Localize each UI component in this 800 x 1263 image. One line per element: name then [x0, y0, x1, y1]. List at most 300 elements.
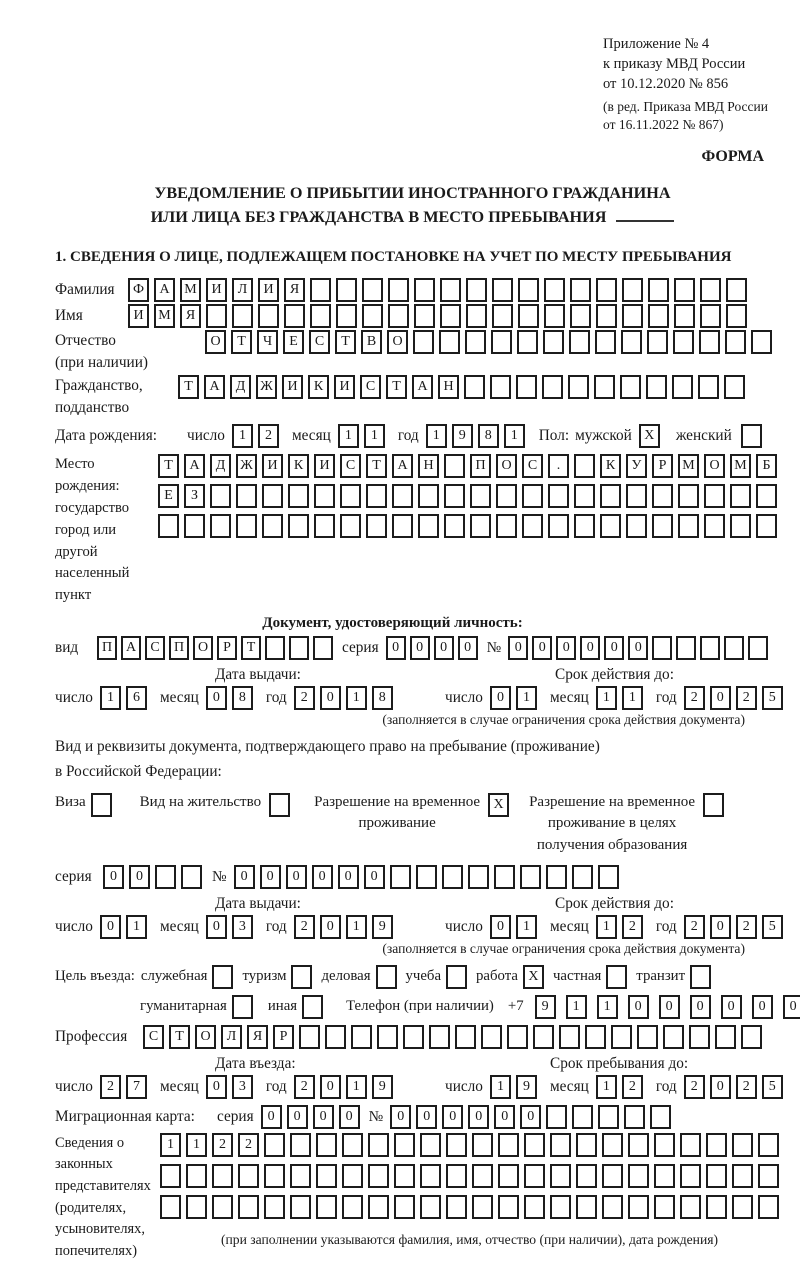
form-cell[interactable]: 0 [416, 1105, 437, 1129]
form-cell[interactable] [648, 304, 669, 328]
form-cell[interactable]: 8 [478, 424, 499, 448]
form-cell[interactable] [602, 1195, 623, 1219]
form-cell[interactable] [676, 636, 696, 660]
form-cell[interactable] [236, 514, 257, 538]
form-cell[interactable]: А [204, 375, 225, 399]
form-cell[interactable]: М [678, 454, 699, 478]
form-cell[interactable] [611, 1025, 632, 1049]
form-cell[interactable] [674, 278, 695, 302]
form-cell[interactable]: М [180, 278, 201, 302]
form-cell[interactable]: А [412, 375, 433, 399]
form-cell[interactable] [210, 484, 231, 508]
form-cell[interactable] [518, 278, 539, 302]
form-cell[interactable] [730, 514, 751, 538]
form-cell[interactable] [576, 1195, 597, 1219]
form-cell[interactable] [236, 484, 257, 508]
form-cell[interactable]: 0 [287, 1105, 308, 1129]
form-cell[interactable] [598, 865, 619, 889]
form-cell[interactable]: М [154, 304, 175, 328]
form-cell[interactable]: X [488, 793, 509, 817]
form-cell[interactable]: 1 [338, 424, 359, 448]
form-cell[interactable]: 5 [762, 686, 783, 710]
form-cell[interactable] [546, 1105, 567, 1129]
visa-checkbox[interactable] [91, 793, 112, 817]
form-cell[interactable] [543, 330, 564, 354]
form-cell[interactable]: П [97, 636, 117, 660]
form-cell[interactable] [446, 1164, 467, 1188]
form-cell[interactable] [596, 278, 617, 302]
form-cell[interactable] [464, 375, 485, 399]
form-cell[interactable]: 1 [596, 1075, 617, 1099]
form-cell[interactable] [690, 965, 711, 989]
form-cell[interactable]: 0 [312, 865, 333, 889]
form-cell[interactable]: И [282, 375, 303, 399]
form-cell[interactable]: А [154, 278, 175, 302]
form-cell[interactable]: Ч [257, 330, 278, 354]
form-cell[interactable] [394, 1195, 415, 1219]
form-cell[interactable]: 1 [100, 686, 121, 710]
form-cell[interactable] [291, 965, 312, 989]
form-cell[interactable] [186, 1195, 207, 1219]
form-cell[interactable] [394, 1133, 415, 1157]
form-cell[interactable] [524, 1195, 545, 1219]
form-cell[interactable]: 2 [100, 1075, 121, 1099]
form-cell[interactable] [342, 1195, 363, 1219]
form-cell[interactable]: 0 [721, 995, 742, 1019]
form-cell[interactable]: 3 [232, 915, 253, 939]
form-cell[interactable] [494, 865, 515, 889]
form-cell[interactable]: 0 [490, 686, 511, 710]
form-cell[interactable] [533, 1025, 554, 1049]
form-cell[interactable]: 8 [372, 686, 393, 710]
form-cell[interactable]: 9 [535, 995, 556, 1019]
form-cell[interactable] [595, 330, 616, 354]
form-cell[interactable] [390, 865, 411, 889]
form-cell[interactable]: С [522, 454, 543, 478]
form-cell[interactable]: 0 [100, 915, 121, 939]
form-cell[interactable] [751, 330, 772, 354]
form-cell[interactable] [212, 1195, 233, 1219]
form-cell[interactable] [680, 1164, 701, 1188]
form-cell[interactable] [715, 1025, 736, 1049]
form-cell[interactable] [238, 1164, 259, 1188]
form-cell[interactable] [342, 1133, 363, 1157]
form-cell[interactable] [492, 304, 513, 328]
form-cell[interactable]: Т [335, 330, 356, 354]
form-cell[interactable]: 3 [232, 1075, 253, 1099]
form-cell[interactable]: 0 [752, 995, 773, 1019]
form-cell[interactable] [524, 1133, 545, 1157]
form-cell[interactable]: 2 [294, 686, 315, 710]
form-cell[interactable]: 0 [604, 636, 624, 660]
form-cell[interactable] [574, 514, 595, 538]
form-cell[interactable] [706, 1195, 727, 1219]
form-cell[interactable]: 2 [684, 686, 705, 710]
form-cell[interactable] [498, 1195, 519, 1219]
form-cell[interactable] [652, 514, 673, 538]
form-cell[interactable]: 0 [520, 1105, 541, 1129]
form-cell[interactable] [700, 278, 721, 302]
form-cell[interactable] [439, 330, 460, 354]
form-cell[interactable] [262, 484, 283, 508]
form-cell[interactable] [212, 965, 233, 989]
purpose-work-checkbox[interactable] [518, 965, 544, 989]
form-cell[interactable] [576, 1164, 597, 1188]
form-cell[interactable]: 2 [294, 915, 315, 939]
form-cell[interactable]: Т [386, 375, 407, 399]
form-cell[interactable] [414, 304, 435, 328]
form-cell[interactable]: 2 [736, 686, 757, 710]
form-cell[interactable] [288, 514, 309, 538]
form-cell[interactable] [472, 1195, 493, 1219]
form-cell[interactable] [646, 375, 667, 399]
form-cell[interactable] [392, 484, 413, 508]
form-cell[interactable]: 2 [736, 915, 757, 939]
form-cell[interactable] [626, 484, 647, 508]
form-cell[interactable] [181, 865, 202, 889]
form-cell[interactable] [550, 1133, 571, 1157]
form-cell[interactable]: К [308, 375, 329, 399]
form-cell[interactable] [732, 1164, 753, 1188]
form-cell[interactable] [264, 1195, 285, 1219]
form-cell[interactable] [388, 278, 409, 302]
form-cell[interactable] [316, 1164, 337, 1188]
form-cell[interactable] [654, 1195, 675, 1219]
form-cell[interactable] [628, 1195, 649, 1219]
form-cell[interactable]: И [206, 278, 227, 302]
form-cell[interactable]: Я [180, 304, 201, 328]
form-cell[interactable] [724, 636, 744, 660]
form-cell[interactable] [680, 1133, 701, 1157]
form-cell[interactable] [284, 304, 305, 328]
form-cell[interactable]: 0 [386, 636, 406, 660]
form-cell[interactable] [289, 636, 309, 660]
form-cell[interactable] [732, 1133, 753, 1157]
form-cell[interactable]: Я [284, 278, 305, 302]
form-cell[interactable] [444, 454, 465, 478]
form-cell[interactable]: 2 [736, 1075, 757, 1099]
residence-permit-checkbox[interactable] [269, 793, 290, 817]
form-cell[interactable]: 9 [452, 424, 473, 448]
form-cell[interactable]: 5 [762, 1075, 783, 1099]
form-cell[interactable] [314, 484, 335, 508]
form-cell[interactable] [626, 514, 647, 538]
form-cell[interactable] [706, 1164, 727, 1188]
form-cell[interactable] [741, 424, 762, 448]
form-cell[interactable]: С [360, 375, 381, 399]
form-cell[interactable]: 0 [320, 915, 341, 939]
form-cell[interactable] [160, 1164, 181, 1188]
form-cell[interactable] [594, 375, 615, 399]
form-cell[interactable]: 0 [206, 686, 227, 710]
form-cell[interactable] [572, 865, 593, 889]
form-cell[interactable]: . [548, 454, 569, 478]
form-cell[interactable]: 0 [556, 636, 576, 660]
form-cell[interactable]: 0 [532, 636, 552, 660]
form-cell[interactable]: 5 [762, 915, 783, 939]
form-cell[interactable]: 0 [710, 915, 731, 939]
form-cell[interactable]: Ж [256, 375, 277, 399]
form-cell[interactable] [522, 514, 543, 538]
form-cell[interactable]: 0 [261, 1105, 282, 1129]
form-cell[interactable] [155, 865, 176, 889]
form-cell[interactable]: 2 [212, 1133, 233, 1157]
form-cell[interactable]: Р [652, 454, 673, 478]
form-cell[interactable] [446, 965, 467, 989]
form-cell[interactable] [650, 1105, 671, 1129]
form-cell[interactable] [444, 514, 465, 538]
form-cell[interactable] [600, 514, 621, 538]
form-cell[interactable]: 0 [659, 995, 680, 1019]
form-cell[interactable] [544, 304, 565, 328]
female-checkbox[interactable] [741, 424, 762, 448]
form-cell[interactable]: К [600, 454, 621, 478]
form-cell[interactable] [368, 1195, 389, 1219]
form-cell[interactable] [758, 1164, 779, 1188]
form-cell[interactable] [652, 636, 672, 660]
form-cell[interactable] [416, 865, 437, 889]
form-cell[interactable] [574, 484, 595, 508]
form-cell[interactable]: О [193, 636, 213, 660]
form-cell[interactable] [550, 1164, 571, 1188]
form-cell[interactable]: 0 [313, 1105, 334, 1129]
form-cell[interactable] [663, 1025, 684, 1049]
form-cell[interactable]: Ф [128, 278, 149, 302]
form-cell[interactable]: 0 [494, 1105, 515, 1129]
form-cell[interactable]: Ж [236, 454, 257, 478]
form-cell[interactable]: X [639, 424, 660, 448]
form-cell[interactable] [342, 1164, 363, 1188]
form-cell[interactable]: 0 [320, 686, 341, 710]
form-cell[interactable]: 0 [580, 636, 600, 660]
form-cell[interactable] [310, 278, 331, 302]
form-cell[interactable]: П [169, 636, 189, 660]
form-cell[interactable]: 0 [339, 1105, 360, 1129]
form-cell[interactable]: 0 [458, 636, 478, 660]
form-cell[interactable]: Т [366, 454, 387, 478]
form-cell[interactable]: 0 [206, 915, 227, 939]
form-cell[interactable] [336, 304, 357, 328]
form-cell[interactable] [158, 514, 179, 538]
form-cell[interactable] [674, 304, 695, 328]
form-cell[interactable]: Т [178, 375, 199, 399]
form-cell[interactable]: 2 [238, 1133, 259, 1157]
form-cell[interactable]: 0 [364, 865, 385, 889]
form-cell[interactable]: 0 [390, 1105, 411, 1129]
form-cell[interactable]: 1 [346, 686, 367, 710]
form-cell[interactable] [310, 304, 331, 328]
purpose-humanitarian-checkbox[interactable] [227, 995, 253, 1019]
form-cell[interactable] [340, 514, 361, 538]
form-cell[interactable]: 0 [260, 865, 281, 889]
form-cell[interactable] [429, 1025, 450, 1049]
form-cell[interactable]: И [258, 278, 279, 302]
form-cell[interactable] [210, 514, 231, 538]
form-cell[interactable]: Л [221, 1025, 242, 1049]
form-cell[interactable] [568, 375, 589, 399]
form-cell[interactable]: 0 [103, 865, 124, 889]
form-cell[interactable] [466, 278, 487, 302]
form-cell[interactable]: 1 [346, 1075, 367, 1099]
form-cell[interactable] [269, 793, 290, 817]
form-cell[interactable] [520, 865, 541, 889]
form-cell[interactable] [654, 1133, 675, 1157]
form-cell[interactable] [516, 375, 537, 399]
temp-residence-checkbox[interactable] [488, 793, 509, 817]
form-cell[interactable]: 0 [434, 636, 454, 660]
form-cell[interactable] [704, 484, 725, 508]
form-cell[interactable] [517, 330, 538, 354]
form-cell[interactable]: 2 [684, 1075, 705, 1099]
form-cell[interactable] [700, 304, 721, 328]
form-cell[interactable] [544, 278, 565, 302]
form-cell[interactable] [366, 484, 387, 508]
purpose-transit-checkbox[interactable] [685, 965, 711, 989]
form-cell[interactable]: 0 [710, 686, 731, 710]
form-cell[interactable] [262, 514, 283, 538]
form-cell[interactable] [316, 1133, 337, 1157]
form-cell[interactable] [465, 330, 486, 354]
form-cell[interactable]: С [340, 454, 361, 478]
form-cell[interactable] [700, 636, 720, 660]
form-cell[interactable] [546, 865, 567, 889]
form-cell[interactable] [654, 1164, 675, 1188]
form-cell[interactable] [620, 375, 641, 399]
form-cell[interactable]: 1 [346, 915, 367, 939]
form-cell[interactable]: И [334, 375, 355, 399]
form-cell[interactable]: 0 [690, 995, 711, 1019]
purpose-study-checkbox[interactable] [441, 965, 467, 989]
form-cell[interactable]: З [184, 484, 205, 508]
form-cell[interactable] [522, 484, 543, 508]
form-cell[interactable] [726, 304, 747, 328]
purpose-other-checkbox[interactable] [297, 995, 323, 1019]
form-cell[interactable] [442, 865, 463, 889]
form-cell[interactable] [377, 1025, 398, 1049]
form-cell[interactable] [472, 1164, 493, 1188]
form-cell[interactable]: С [309, 330, 330, 354]
form-cell[interactable]: И [262, 454, 283, 478]
form-cell[interactable]: Т [158, 454, 179, 478]
form-cell[interactable]: Т [169, 1025, 190, 1049]
purpose-tourism-checkbox[interactable] [286, 965, 312, 989]
form-cell[interactable] [265, 636, 285, 660]
form-cell[interactable] [446, 1195, 467, 1219]
form-cell[interactable] [726, 278, 747, 302]
form-cell[interactable] [336, 278, 357, 302]
form-cell[interactable] [703, 793, 724, 817]
form-cell[interactable] [624, 1105, 645, 1129]
form-cell[interactable]: 1 [597, 995, 618, 1019]
form-cell[interactable] [264, 1133, 285, 1157]
form-cell[interactable]: 9 [372, 1075, 393, 1099]
form-cell[interactable]: А [184, 454, 205, 478]
form-cell[interactable] [678, 484, 699, 508]
form-cell[interactable]: Е [158, 484, 179, 508]
form-cell[interactable]: Р [273, 1025, 294, 1049]
form-cell[interactable] [628, 1164, 649, 1188]
form-cell[interactable]: 0 [320, 1075, 341, 1099]
form-cell[interactable]: Н [438, 375, 459, 399]
form-cell[interactable] [392, 514, 413, 538]
form-cell[interactable]: М [730, 454, 751, 478]
form-cell[interactable]: 2 [622, 1075, 643, 1099]
form-cell[interactable]: X [523, 965, 544, 989]
form-cell[interactable] [673, 330, 694, 354]
form-cell[interactable] [600, 484, 621, 508]
form-cell[interactable] [160, 1195, 181, 1219]
form-cell[interactable] [444, 484, 465, 508]
form-cell[interactable] [206, 304, 227, 328]
form-cell[interactable] [758, 1195, 779, 1219]
form-cell[interactable] [238, 1195, 259, 1219]
form-cell[interactable] [388, 304, 409, 328]
form-cell[interactable] [756, 484, 777, 508]
form-cell[interactable] [264, 1164, 285, 1188]
form-cell[interactable]: И [314, 454, 335, 478]
form-cell[interactable] [470, 514, 491, 538]
purpose-business-checkbox[interactable] [371, 965, 397, 989]
form-cell[interactable] [550, 1195, 571, 1219]
form-cell[interactable] [602, 1164, 623, 1188]
form-cell[interactable] [316, 1195, 337, 1219]
form-cell[interactable] [678, 514, 699, 538]
form-cell[interactable] [455, 1025, 476, 1049]
form-cell[interactable] [548, 484, 569, 508]
temp-residence-edu-checkbox[interactable] [703, 793, 724, 817]
form-cell[interactable] [470, 484, 491, 508]
form-cell[interactable] [232, 995, 253, 1019]
form-cell[interactable] [748, 636, 768, 660]
form-cell[interactable] [472, 1133, 493, 1157]
form-cell[interactable] [314, 514, 335, 538]
form-cell[interactable]: 1 [126, 915, 147, 939]
form-cell[interactable]: 0 [338, 865, 359, 889]
form-cell[interactable]: 2 [294, 1075, 315, 1099]
form-cell[interactable]: 2 [684, 915, 705, 939]
form-cell[interactable]: С [143, 1025, 164, 1049]
form-cell[interactable] [366, 514, 387, 538]
form-cell[interactable] [288, 484, 309, 508]
form-cell[interactable] [496, 514, 517, 538]
form-cell[interactable]: 0 [129, 865, 150, 889]
form-cell[interactable] [706, 1133, 727, 1157]
form-cell[interactable] [576, 1133, 597, 1157]
form-cell[interactable] [628, 1133, 649, 1157]
form-cell[interactable]: А [121, 636, 141, 660]
form-cell[interactable] [468, 865, 489, 889]
form-cell[interactable] [548, 514, 569, 538]
form-cell[interactable] [647, 330, 668, 354]
form-cell[interactable]: 0 [410, 636, 430, 660]
form-cell[interactable] [325, 1025, 346, 1049]
form-cell[interactable]: И [128, 304, 149, 328]
form-cell[interactable] [420, 1195, 441, 1219]
form-cell[interactable] [368, 1164, 389, 1188]
form-cell[interactable] [498, 1164, 519, 1188]
form-cell[interactable]: 1 [426, 424, 447, 448]
form-cell[interactable] [498, 1133, 519, 1157]
form-cell[interactable] [376, 965, 397, 989]
form-cell[interactable]: О [205, 330, 226, 354]
form-cell[interactable] [184, 514, 205, 538]
form-cell[interactable]: 0 [234, 865, 255, 889]
form-cell[interactable] [394, 1164, 415, 1188]
form-cell[interactable] [186, 1164, 207, 1188]
form-cell[interactable] [313, 636, 333, 660]
form-cell[interactable]: 0 [628, 636, 648, 660]
form-cell[interactable]: 6 [126, 686, 147, 710]
